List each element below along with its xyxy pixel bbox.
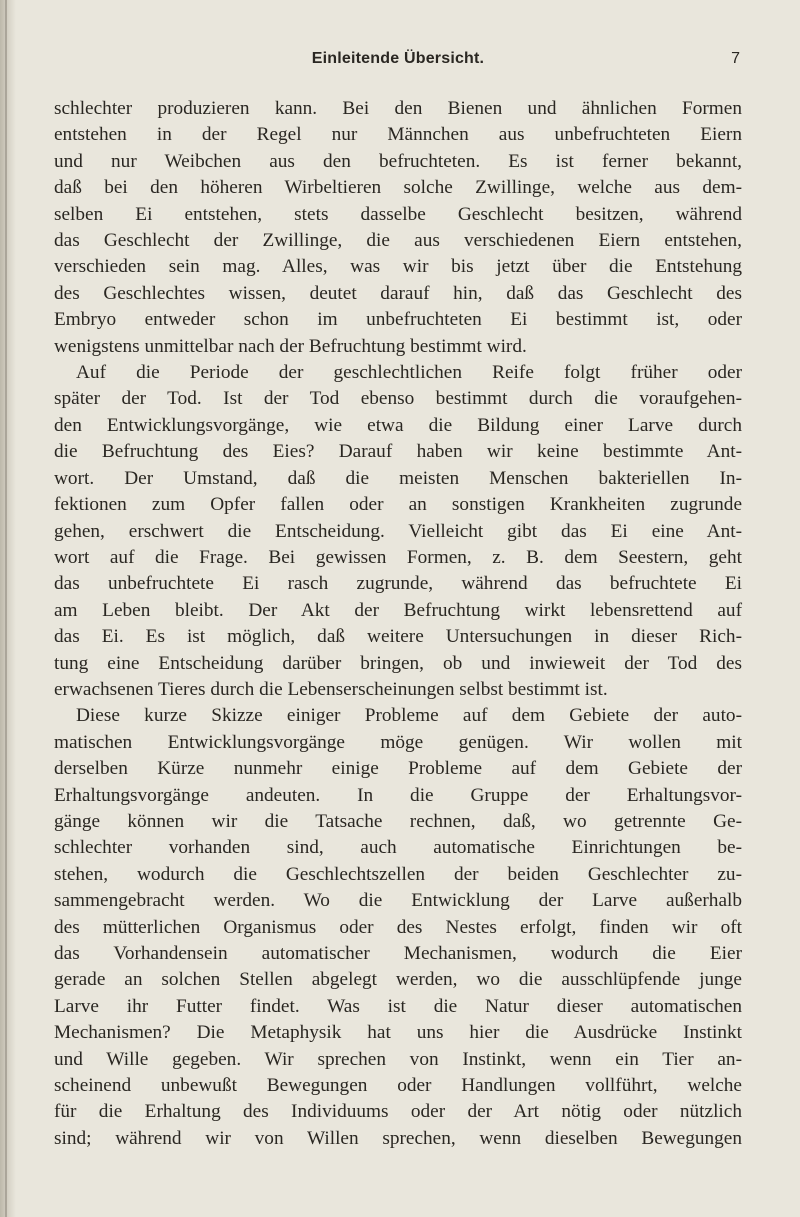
text-line: später der Tod. Ist der Tod ebenso bestimmt durch die voraufgehen- xyxy=(54,388,742,410)
body-text xyxy=(54,96,742,1152)
paragraph-end-line: erwachsenen Tieres durch die Lebenserscheinungen selbst bestimmt ist. xyxy=(54,678,608,700)
paragraph-end-line: wenigstens unmittelbar nach der Befruchtung bestimmt wird. xyxy=(54,335,527,357)
text-line: sammengebracht werden. Wo die Entwicklung der Larve außerhalb xyxy=(54,890,742,912)
text-line: des mütterlichen Organismus oder des Nestes erfolgt, finden wir oft xyxy=(54,916,742,938)
text-line: und Wille gegeben. Wir sprechen von Instinkt, wenn ein Tier an- xyxy=(54,1048,742,1070)
text-line: des Geschlechtes wissen, deutet darauf hin, daß das Geschlecht des xyxy=(54,282,742,304)
text-line: derselben Kürze nunmehr einige Probleme auf dem Gebiete der xyxy=(54,758,742,780)
text-line: für die Erhaltung des Individuums oder der Art nötig oder nützlich xyxy=(54,1101,742,1123)
page-number: 7 xyxy=(731,50,740,67)
text-line: verschieden sein mag. Alles, was wir bis jetzt über die Entstehung xyxy=(54,256,742,278)
page-header-title: Einleitende Übersicht. xyxy=(311,50,485,67)
text-line: gänge können wir die Tatsache rechnen, daß, wo getrennte Ge- xyxy=(54,810,742,832)
text-line: selben Ei entstehen, stets dasselbe Geschlecht besitzen, während xyxy=(54,203,742,225)
binding-fold-line xyxy=(5,0,7,1217)
text-line: Mechanismen? Die Metaphysik hat uns hier die Ausdrücke Instinkt xyxy=(54,1022,742,1044)
text-line: den Entwicklungsvorgänge, wie etwa die Bildung einer Larve durch xyxy=(54,414,742,436)
text-line: wort auf die Frage. Bei gewissen Formen, z. B. dem Seestern, geht xyxy=(54,546,742,568)
text-line: und nur Weibchen aus den befruchteten. Es ist ferner bekannt, xyxy=(54,150,742,172)
text-line: das Vorhandensein automatischer Mechanismen, wodurch die Eier xyxy=(54,943,742,964)
text-line: am Leben bleibt. Der Akt der Befruchtung wirkt lebensrettend auf xyxy=(54,599,742,621)
text-line: das unbefruchtete Ei rasch zugrunde, während das befruchtete Ei xyxy=(54,573,742,595)
text-line: matischen Entwicklungsvorgänge möge genügen. Wir wollen mit xyxy=(54,731,742,753)
text-line: fektionen zum Opfer fallen oder an sonstigen Krankheiten zugrunde xyxy=(54,494,742,516)
text-line: Embryo entweder schon im unbefruchteten Ei bestimmt ist, oder xyxy=(54,309,742,331)
text-line: das Geschlecht der Zwillinge, die aus verschiedenen Eiern entstehen, xyxy=(54,230,742,252)
text-line: schlechter vorhanden sind, auch automatische Einrichtungen be- xyxy=(54,837,742,859)
text-line: scheinend unbewußt Bewegungen oder Handlungen vollführt, welche xyxy=(54,1075,742,1097)
book-binding-shadow xyxy=(0,0,16,1217)
text-line: gerade an solchen Stellen abgelegt werden, wo die ausschlüpfende junge xyxy=(54,969,742,991)
text-line: stehen, wodurch die Geschlechtszellen der beiden Geschlechter zu- xyxy=(54,863,742,885)
running-header xyxy=(56,50,740,80)
text-line: das Ei. Es ist möglich, daß weitere Untersuchungen in dieser Rich- xyxy=(54,626,742,648)
text-line: Erhaltungsvorgänge andeuten. In die Gruppe der Erhaltungsvor- xyxy=(54,784,742,806)
text-line: gehen, erschwert die Entscheidung. Vielleicht gibt das Ei eine Ant- xyxy=(54,520,742,542)
paragraph-start-line: Auf die Periode der geschlechtlichen Reife folgt früher oder xyxy=(76,362,742,384)
text-line: entstehen in der Regel nur Männchen aus unbefruchteten Eiern xyxy=(54,124,742,146)
paragraph-start-line: Diese kurze Skizze einiger Probleme auf dem Gebiete der auto- xyxy=(76,705,742,727)
text-line: schlechter produzieren kann. Bei den Bienen und ähnlichen Formen xyxy=(54,98,742,119)
text-line: daß bei den höheren Wirbeltieren solche Zwillinge, welche aus dem- xyxy=(54,177,742,199)
text-line: wort. Der Umstand, daß die meisten Menschen bakteriellen In- xyxy=(54,467,742,489)
text-line: die Befruchtung des Eies? Darauf haben wir keine bestimmte Ant- xyxy=(54,441,742,463)
text-line: tung eine Entscheidung darüber bringen, ob und inwieweit der Tod des xyxy=(54,652,742,674)
text-line: Larve ihr Futter findet. Was ist die Natur dieser automatischen xyxy=(54,995,742,1017)
text-line: sind; während wir von Willen sprechen, wenn dieselben Bewegungen xyxy=(54,1127,742,1149)
